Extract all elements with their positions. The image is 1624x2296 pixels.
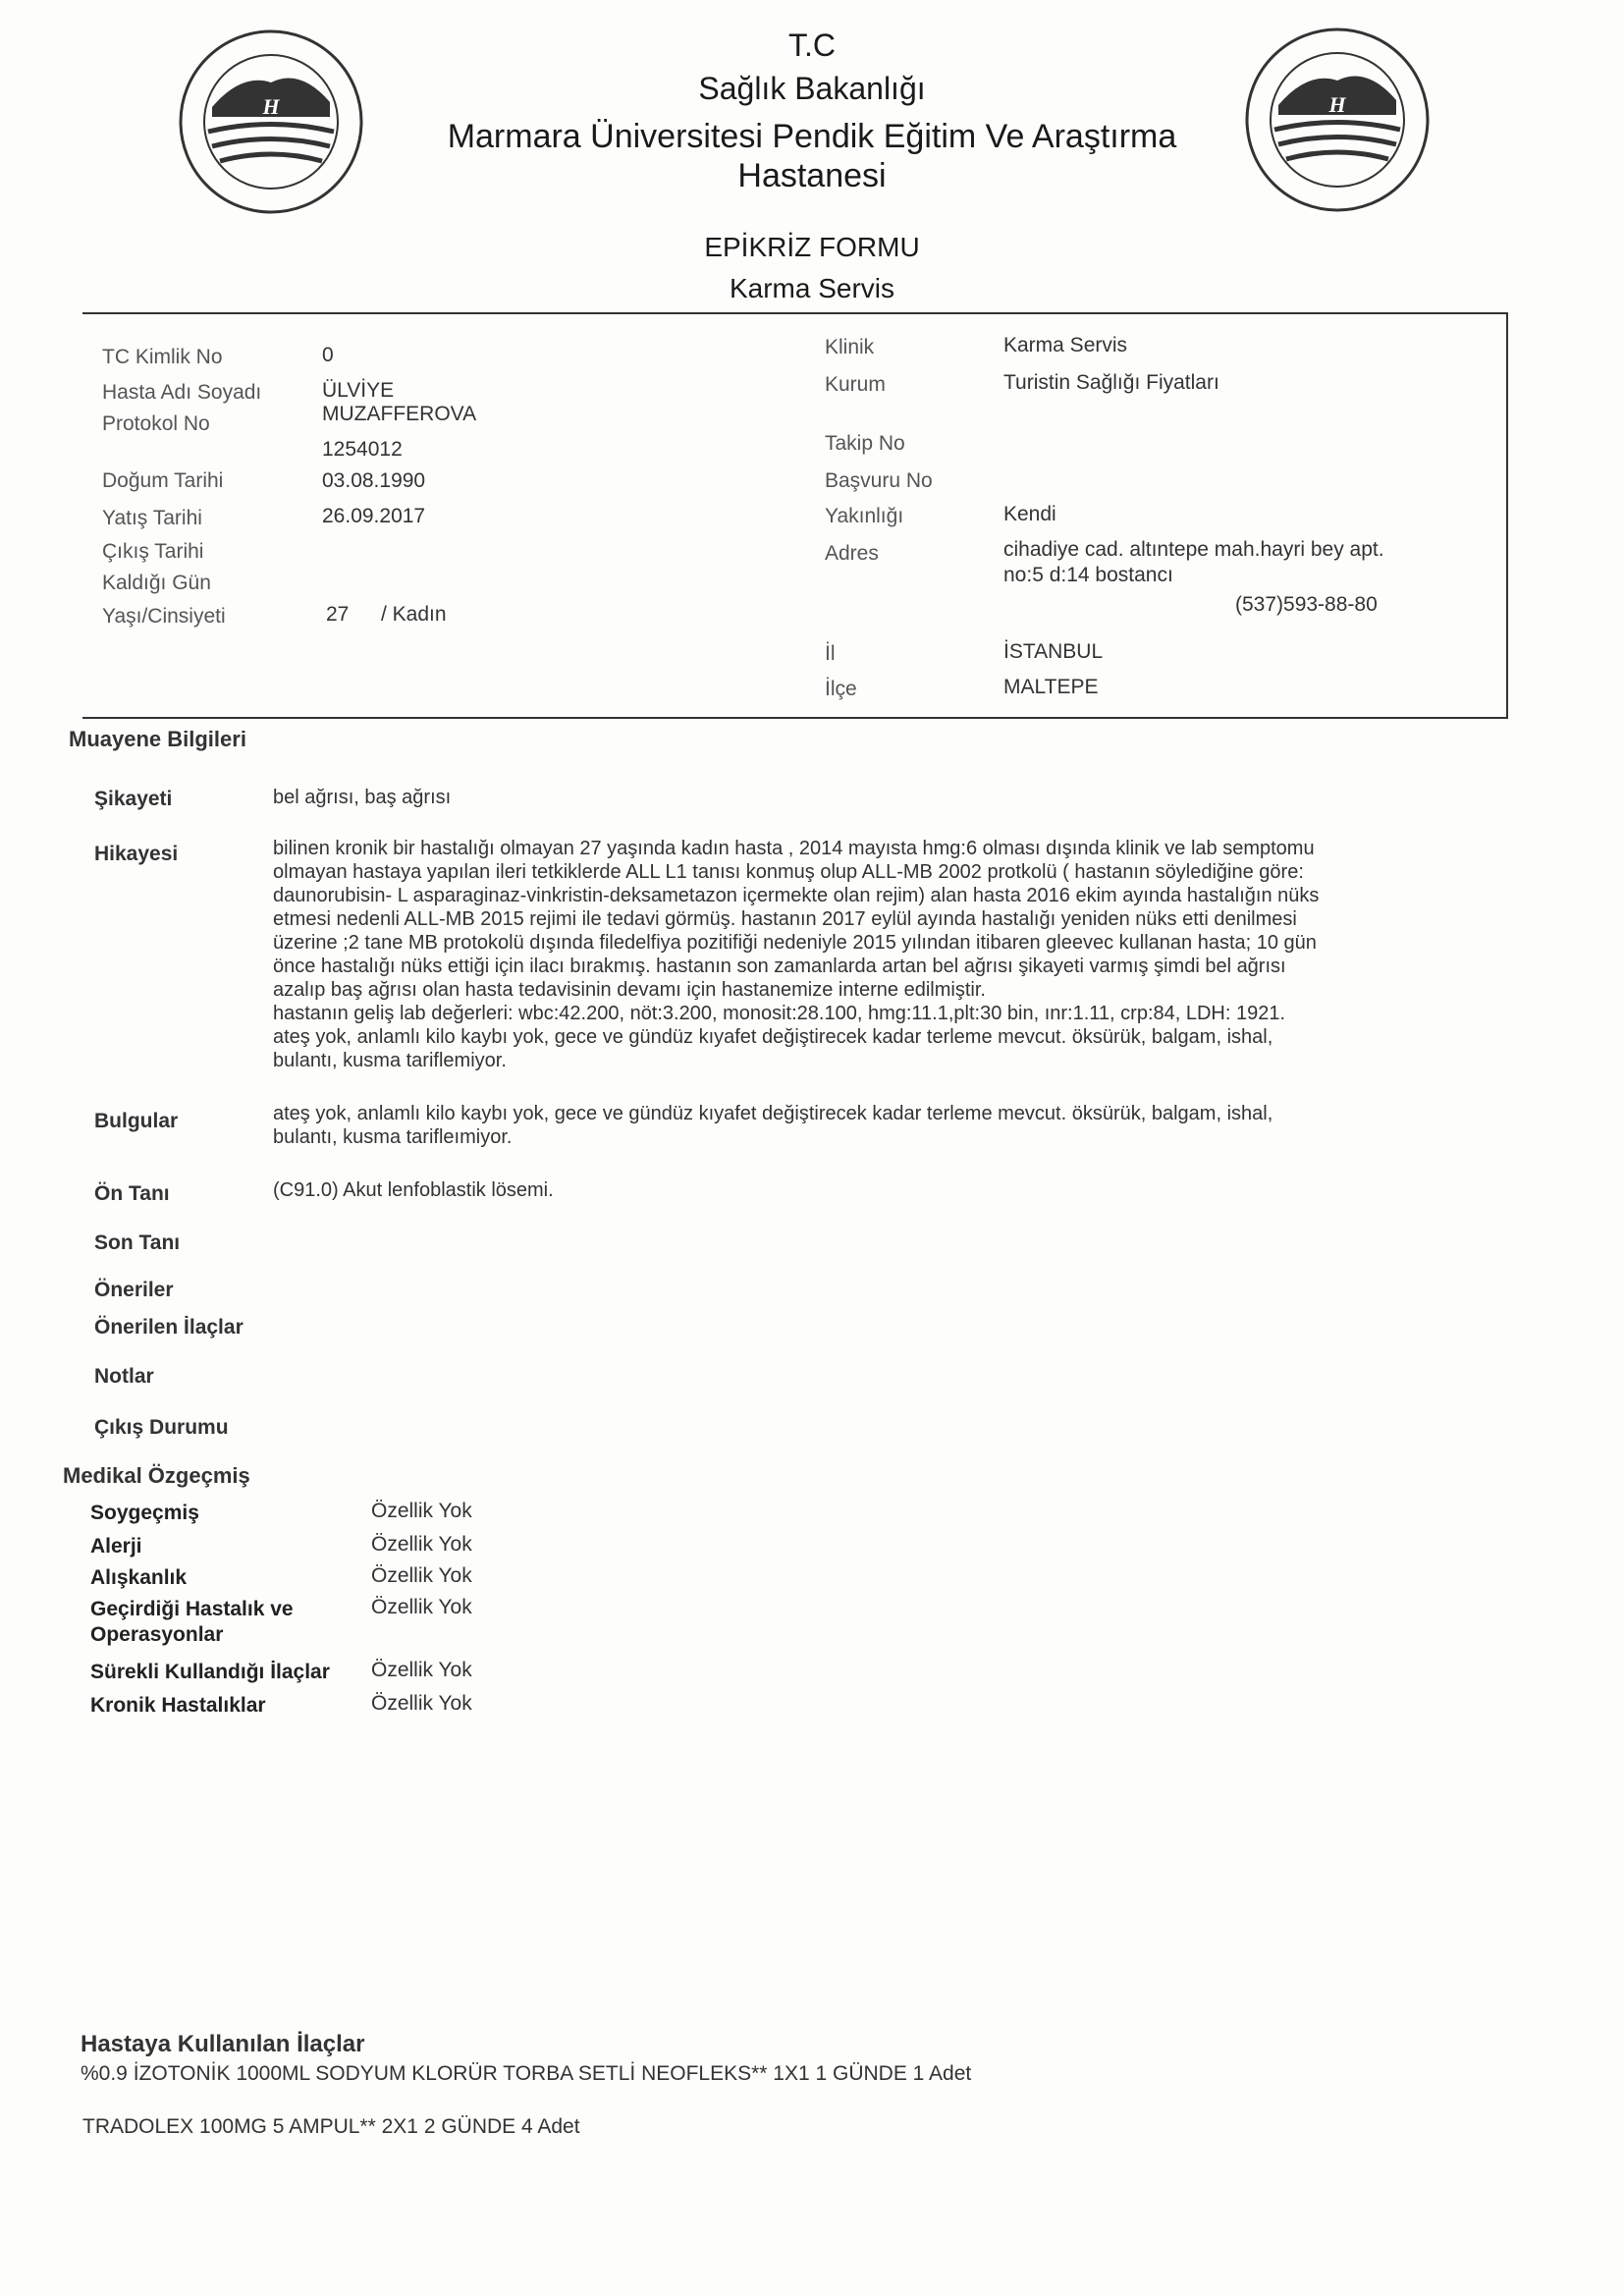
- final-diagnosis-label: Son Tanı: [94, 1231, 181, 1254]
- tc-label: TC Kimlik No: [102, 346, 223, 368]
- used-drug-1: %0.9 İZOTONİK 1000ML SODYUM KLORÜR TORBA SETLİ NEOFLEKS** 1X1 1 GÜNDE 1 Adet: [81, 2062, 972, 2085]
- admit-value: 26.09.2017: [322, 505, 426, 527]
- discharge-label: Çıkış Tarihi: [102, 540, 204, 563]
- stay-label: Kaldığı Gün: [102, 572, 211, 594]
- history-item-value: Özellik Yok: [371, 1659, 472, 1681]
- history-item-value: Özellik Yok: [371, 1596, 472, 1618]
- application-label: Başvuru No: [825, 469, 933, 492]
- birth-value: 03.08.1990: [322, 469, 426, 492]
- history-item-value: Özellik Yok: [371, 1533, 472, 1556]
- prediagnosis-label: Ön Tanı: [94, 1182, 170, 1205]
- findings-value: ateş yok, anlamlı kilo kaybı yok, gece ve gündüz kıyafet değiştirecek kadar terleme mevcut. öksürük, balgam, ishal, bulantı, kusma tarifleımiyor.: [273, 1103, 1273, 1148]
- header-hospital: Marmara Üniversitesi Pendik Eğitim Ve Araştırma: [447, 118, 1177, 155]
- used-drug-2: TRADOLEX 100MG 5 AMPUL** 2X1 2 GÜNDE 4 Adet: [82, 2115, 580, 2138]
- exam-section-title: Muayene Bilgileri: [69, 727, 246, 751]
- history-item-value: Özellik Yok: [371, 1564, 472, 1587]
- header-hospital-2: Hastanesi: [737, 157, 887, 194]
- complaint-label: Şikayeti: [94, 788, 173, 810]
- history-item-label: Alerji: [90, 1535, 142, 1558]
- findings-label: Bulgular: [94, 1110, 179, 1132]
- patient-info-box: [82, 312, 1508, 719]
- sex-value: / Kadın: [381, 603, 447, 626]
- header-ministry: Sağlık Bakanlığı: [698, 71, 926, 106]
- phone-value: (537)593-88-80: [1235, 593, 1378, 616]
- birth-label: Doğum Tarihi: [102, 469, 224, 492]
- tc-value: 0: [322, 344, 334, 366]
- age-value: 27: [326, 603, 350, 626]
- address-value-2: no:5 d:14 bostancı: [1003, 564, 1173, 586]
- clinic-value: Karma Servis: [1003, 334, 1128, 356]
- institution-value: Turistin Sağlığı Fiyatları: [1003, 371, 1219, 394]
- address-label: Adres: [825, 542, 879, 565]
- relation-label: Yakınlığı: [825, 505, 904, 527]
- followup-label: Takip No: [825, 432, 905, 455]
- discharge-status-label: Çıkış Durumu: [94, 1416, 229, 1439]
- admit-label: Yatış Tarihi: [102, 507, 202, 529]
- name-value-1: ÜLVİYE: [322, 379, 395, 402]
- name-label: Hasta Adı Soyadı: [102, 381, 262, 404]
- institution-label: Kurum: [825, 373, 886, 396]
- header-tc: T.C: [788, 27, 836, 63]
- prediagnosis-value: (C91.0) Akut lenfoblastik lösemi.: [273, 1179, 554, 1201]
- medical-history-title: Medikal Özgeçmiş: [63, 1463, 250, 1488]
- address-value-1: cihadiye cad. altıntepe mah.hayri bey apt.: [1003, 538, 1384, 561]
- history-item-label: Soygeçmiş: [90, 1502, 199, 1524]
- district-label: İlçe: [825, 678, 857, 700]
- advice-label: Öneriler: [94, 1279, 174, 1301]
- clinic-label: Klinik: [825, 336, 875, 358]
- notes-label: Notlar: [94, 1365, 154, 1388]
- history-item-value: Özellik Yok: [371, 1500, 472, 1522]
- history-item-value: Özellik Yok: [371, 1692, 472, 1715]
- svg-text:H: H: [262, 94, 280, 119]
- complaint-value: bel ağrısı, baş ağrısı: [273, 787, 452, 808]
- history-item-label: Kronik Hastalıklar: [90, 1694, 266, 1717]
- name-value-2: MUZAFFEROVA: [322, 403, 477, 425]
- protocol-label: Protokol No: [102, 412, 210, 435]
- used-drugs-title: Hastaya Kullanılan İlaçlar: [81, 2031, 365, 2057]
- history-value: bilinen kronik bir hastalığı olmayan 27 yaşında kadın hasta , 2014 mayısta hmg:6 olması dışında klinik ve lab semptomu olmayan hastaya yapılan ileri tetkiklerde ALL L1 tanısı konmuş olup ALL-MB 2002 protkolü ( hastanın söylediğine göre: daunorubisin- L asparaginaz-vinkristin-deksametazon içermekte olan rejim) alan hasta 2016 ekim ayında hastalığın nüks etmesi nedenli ALL-MB 2015 rejimi ile tedavi görmüş. hastanın 2017 eylül ayında hastalığı yeniden nüks etti denilmesi üzerine ;2 tane MB protokolü dışında filedelfiya pozitifiği nedeniyle 2015 yılından itibaren gleevec kullanan hasta; 10 gün önce hastalığı nüks ettiği için ilacı bırakmış. hastanın son zamanlarda artan bel ağrısı şikayeti varmış şimdi bel ağrısı azalıp baş ağrısı olan hasta tedavisinin devamı için hastanemize interne edilmiştir. hastanın geliş lab değerleri: wbc:42.200, nöt:3.200, monosit:28.100, hmg:11.1,plt:30 bin, ınr:1.11, crp:84, LDH: 1921. ateş yok, anlamlı kilo kaybı yok, gece ve gündüz kıyafet değiştirecek kadar terleme mevcut. öksürük, balgam, ishal, bulantı, kusma tariflemiyor.: [273, 838, 1320, 1071]
- district-value: MALTEPE: [1003, 676, 1099, 698]
- city-value: İSTANBUL: [1003, 640, 1104, 663]
- history-item-label: Geçirdiği Hastalık ve Operasyonlar: [90, 1598, 294, 1646]
- protocol-value: 1254012: [322, 438, 403, 461]
- city-label: İl: [825, 642, 836, 665]
- service-title: Karma Servis: [729, 273, 895, 303]
- advised-drugs-label: Önerilen İlaçlar: [94, 1316, 244, 1339]
- relation-value: Kendi: [1003, 503, 1056, 525]
- history-item-label: Alışkanlık: [90, 1566, 188, 1589]
- age-label: Yaşı/Cinsiyeti: [102, 605, 226, 628]
- history-label: Hikayesi: [94, 843, 179, 865]
- history-item-label: Sürekli Kullandığı İlaçlar: [90, 1661, 330, 1683]
- form-title: EPİKRİZ FORMU: [704, 232, 920, 262]
- svg-text:H: H: [1328, 92, 1346, 117]
